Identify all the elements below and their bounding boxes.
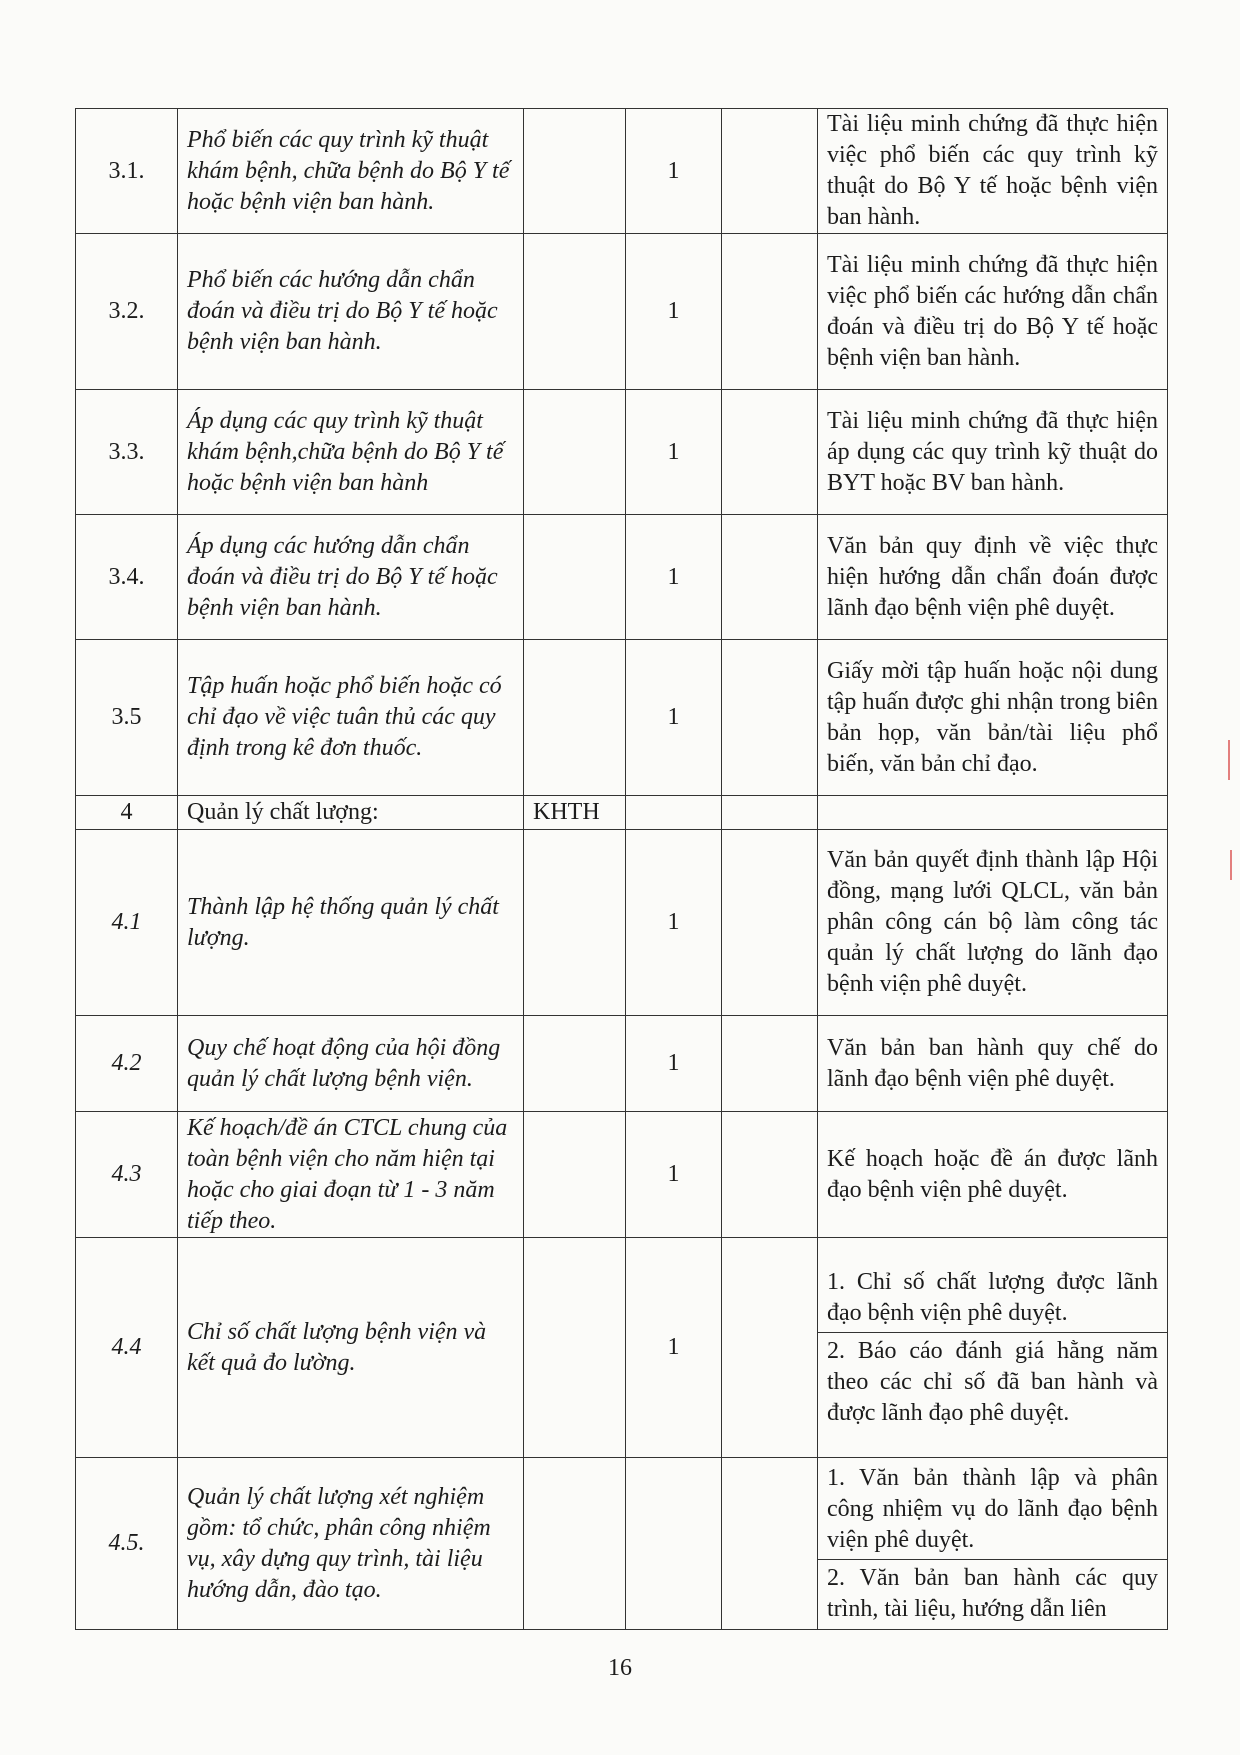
criterion-content: Tập huấn hoặc phổ biến hoặc có chỉ đạo về việc tuân thủ các quy định trong kê đơn thuốc. xyxy=(178,640,524,796)
section-row xyxy=(76,796,1168,830)
dept-cell xyxy=(524,1016,626,1112)
table-row xyxy=(76,1016,1168,1112)
row-number: 3.4. xyxy=(76,515,178,640)
row-number: 4.3 xyxy=(76,1112,178,1238)
table-row xyxy=(76,640,1168,796)
table-row xyxy=(76,1458,1168,1630)
empty-cell xyxy=(722,640,818,796)
criterion-content: Áp dụng các quy trình kỹ thuật khám bệnh,chữa bệnh do Bộ Y tế hoặc bệnh viện ban hành xyxy=(178,390,524,515)
evidence-cell: Văn bản ban hành quy chế do lãnh đạo bệnh viện phê duyệt. xyxy=(818,1016,1168,1112)
criterion-content: Chỉ số chất lượng bệnh viện và kết quả đo lường. xyxy=(178,1238,524,1458)
evidence-item: 2. Báo cáo đánh giá hằng năm theo các chỉ số đã ban hành và được lãnh đạo phê duyệt. xyxy=(818,1332,1167,1432)
empty-cell xyxy=(722,1458,818,1630)
score-cell: 1 xyxy=(626,515,722,640)
score-cell: 1 xyxy=(626,234,722,390)
dept-cell xyxy=(524,515,626,640)
criterion-content: Quản lý chất lượng xét nghiệm gồm: tổ chức, phân công nhiệm vụ, xây dựng quy trình, tài liệu hướng dẫn, đào tạo. xyxy=(178,1458,524,1630)
dept-cell xyxy=(524,234,626,390)
row-number: 3.1. xyxy=(76,109,178,234)
score-cell: 1 xyxy=(626,640,722,796)
dept-cell xyxy=(524,830,626,1016)
score-cell xyxy=(626,796,722,830)
evidence-cell: Giấy mời tập huấn hoặc nội dung tập huấn được ghi nhận trong biên bản họp, văn bản/tài liệu phổ biến, văn bản chỉ đạo. xyxy=(818,640,1168,796)
evidence-cell: Kế hoạch hoặc đề án được lãnh đạo bệnh viện phê duyệt. xyxy=(818,1112,1168,1238)
criterion-content: Áp dụng các hướng dẫn chẩn đoán và điều trị do Bộ Y tế hoặc bệnh viện ban hành. xyxy=(178,515,524,640)
table-row xyxy=(76,1238,1168,1458)
evidence-item: 2. Văn bản ban hành các quy trình, tài liệu, hướng dẫn liên xyxy=(818,1559,1167,1628)
criterion-content: Thành lập hệ thống quản lý chất lượng. xyxy=(178,830,524,1016)
row-number: 4.2 xyxy=(76,1016,178,1112)
empty-cell xyxy=(722,796,818,830)
criterion-content: Phổ biến các quy trình kỹ thuật khám bệnh, chữa bệnh do Bộ Y tế hoặc bệnh viện ban hành. xyxy=(178,109,524,234)
empty-cell xyxy=(722,109,818,234)
evidence-item: 1. Chỉ số chất lượng được lãnh đạo bệnh viện phê duyệt. xyxy=(827,1268,1158,1326)
score-cell: 1 xyxy=(626,1016,722,1112)
dept-cell: KHTH xyxy=(524,796,626,830)
evidence-cell: Văn bản quy định về việc thực hiện hướng dẫn chẩn đoán được lãnh đạo bệnh viện phê duyệt. xyxy=(818,515,1168,640)
evidence-cell xyxy=(818,796,1168,830)
criterion-content: Kế hoạch/đề án CTCL chung của toàn bệnh viện cho năm hiện tại hoặc cho giai đoạn từ 1 - 3 năm tiếp theo. xyxy=(178,1112,524,1238)
evidence-cell: Tài liệu minh chứng đã thực hiện việc phổ biến các quy trình kỹ thuật do Bộ Y tế hoặc bệnh viện ban hành. xyxy=(818,109,1168,234)
table-row xyxy=(76,1112,1168,1238)
row-number: 4.4 xyxy=(76,1238,178,1458)
margin-mark xyxy=(1230,850,1232,880)
row-number: 4.5. xyxy=(76,1458,178,1630)
score-cell xyxy=(626,1458,722,1630)
page-number: 16 xyxy=(608,1655,632,1681)
empty-cell xyxy=(722,830,818,1016)
dept-cell xyxy=(524,1458,626,1630)
section-title: Quản lý chất lượng: xyxy=(178,796,524,830)
table-row xyxy=(76,234,1168,390)
score-cell: 1 xyxy=(626,109,722,234)
dept-cell xyxy=(524,640,626,796)
score-cell: 1 xyxy=(626,390,722,515)
evidence-cell xyxy=(818,1458,1168,1630)
empty-cell xyxy=(722,1112,818,1238)
score-cell: 1 xyxy=(626,830,722,1016)
evidence-cell xyxy=(818,1238,1168,1458)
evidence-item: 1. Văn bản thành lập và phân công nhiệm vụ do lãnh đạo bệnh viện phê duyệt. xyxy=(827,1464,1158,1553)
row-number: 4.1 xyxy=(76,830,178,1016)
row-number: 3.2. xyxy=(76,234,178,390)
row-number: 4 xyxy=(76,796,178,830)
empty-cell xyxy=(722,1238,818,1458)
empty-cell xyxy=(722,234,818,390)
evidence-cell: Tài liệu minh chứng đã thực hiện việc phổ biến các hướng dẫn chẩn đoán và điều trị do Bộ Y tế hoặc bệnh viện ban hành. xyxy=(818,234,1168,390)
empty-cell xyxy=(722,390,818,515)
dept-cell xyxy=(524,390,626,515)
table-row xyxy=(76,390,1168,515)
score-cell: 1 xyxy=(626,1112,722,1238)
criterion-content: Quy chế hoạt động của hội đồng quản lý chất lượng bệnh viện. xyxy=(178,1016,524,1112)
table-row xyxy=(76,830,1168,1016)
row-number: 3.3. xyxy=(76,390,178,515)
dept-cell xyxy=(524,1112,626,1238)
evidence-cell: Tài liệu minh chứng đã thực hiện áp dụng các quy trình kỹ thuật do BYT hoặc BV ban hành. xyxy=(818,390,1168,515)
empty-cell xyxy=(722,1016,818,1112)
table-row xyxy=(76,109,1168,234)
table-row xyxy=(76,515,1168,640)
evidence-cell: Văn bản quyết định thành lập Hội đồng, mạng lưới QLCL, văn bản phân công cán bộ làm công tác quản lý chất lượng do lãnh đạo bệnh viện phê duyệt. xyxy=(818,830,1168,1016)
score-cell: 1 xyxy=(626,1238,722,1458)
row-number: 3.5 xyxy=(76,640,178,796)
margin-mark xyxy=(1228,740,1230,780)
empty-cell xyxy=(722,515,818,640)
dept-cell xyxy=(524,1238,626,1458)
dept-cell xyxy=(524,109,626,234)
criterion-content: Phổ biến các hướng dẫn chẩn đoán và điều trị do Bộ Y tế hoặc bệnh viện ban hành. xyxy=(178,234,524,390)
criteria-table xyxy=(75,108,1168,1630)
